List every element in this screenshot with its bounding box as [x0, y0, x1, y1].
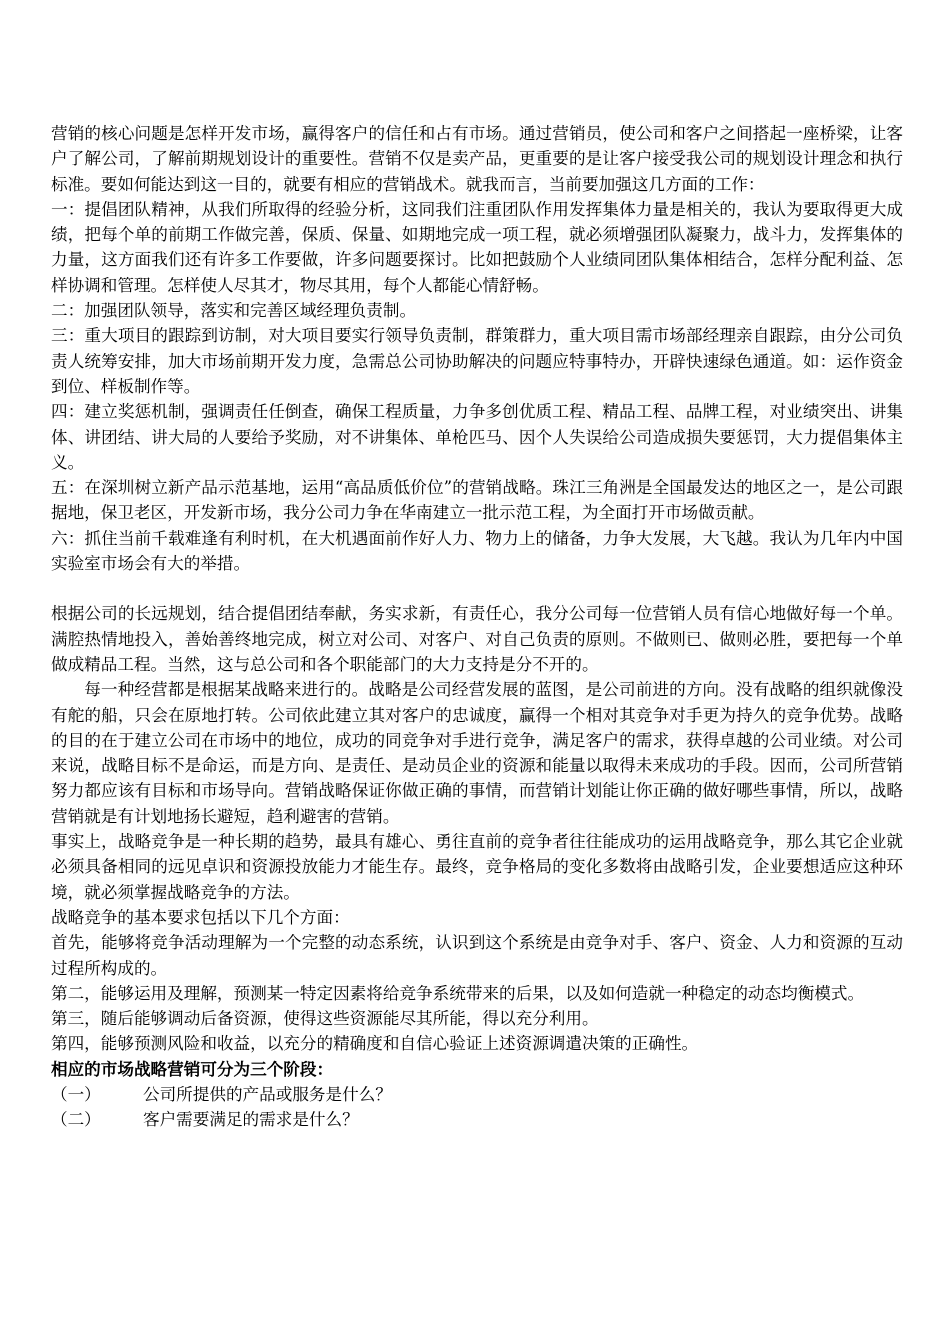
requirement-item: 第四，能够预测风险和收益，以充分的精确度和自信心验证上述资源调遣决策的正确性。: [51, 1034, 699, 1054]
point-two-paragraph: 二：加强团队领导，落实和完善区域经理负责制。: [51, 301, 417, 321]
strategy-paragraph: 每一种经营都是根据某战略来进行的。战略是公司经营发展的蓝图，是公司前进的方向。没有战略的组织就像没有舵的船，只会在原地打转。公司依此建立其对客户的忠诚度，赢得一个相对其竞争对手更为持久的竞争优势。战略的目的在于建立公司在市场中的地位，成功的同竞争对手进行竞争，满足客户的需求，获得卓越的公司业绩。对公司来说，战略目标不是命运，而是方向、是责任、是动员企业的资源和能量以取得未来成功的手段。因而，公司所营销努力都应该有目标和市场导向。营销战略保证你做正确的事情，而营销计划能让你正确的做好哪些事情，所以，战略营销就是有计划地扬长避短，趋利避害的营销。: [51, 680, 903, 826]
point-three-paragraph: 三：重大项目的跟踪到访制，对大项目要实行领导负责制，群策群力，重大项目需市场部经理亲自跟踪，由分公司负责人统筹安排，加大市场前期开发力度，急需总公司协助解决的问题应特事特办，开辟快速绿色通道。如：运作资金到位、样板制作等。: [51, 326, 903, 396]
stage-text: 客户需要满足的需求是什么？: [143, 1110, 359, 1130]
requirement-item: 第二，能够运用及理解，预测某一特定因素将给竞争系统带来的后果，以及如何造就一种稳定的动态均衡模式。: [51, 983, 865, 1003]
plan-paragraph: 根据公司的长远规划，结合提倡团结奉献，务实求新，有责任心，我分公司每一位营销人员有信心地做好每一个单。满腔热情地投入，善始善终地完成，树立对公司、对客户、对自己负责的原则。不做则已、做则必胜，要把每一个单做成精品工程。当然，这与总公司和各个职能部门的大力支持是分不开的。: [51, 604, 903, 674]
point-five-paragraph: 五：在深圳树立新产品示范基地，运用“高品质低价位”的营销战略。珠江三角洲是全国最发达的地区之一，是公司跟据地，保卫老区，开发新市场，我分公司力争在华南建立一批示范工程，为全面打开市场做贡献。: [51, 478, 903, 523]
requirement-item: 首先，能够将竞争活动理解为一个完整的动态系统，认识到这个系统是由竞争对手、客户、资金、人力和资源的互动过程所构成的。: [51, 933, 903, 978]
stage-item: [51, 1107, 903, 1132]
document-body: [51, 121, 903, 1133]
paragraph-gap: [51, 576, 903, 601]
competition-paragraph: 事实上，战略竞争是一种长期的趋势，最具有雄心、勇往直前的竞争者往往能成功的运用战略竞争，那么其它企业就必须具备相同的远见卓识和资源投放能力才能生存。最终，竞争格局的变化多数将由战略引发，企业要想适应这种环境，就必须掌握战略竞争的方法。: [51, 832, 903, 902]
point-one-paragraph: 一：提倡团队精神，从我们所取得的经验分析，这同我们注重团队作用发挥集体力量是相关的，我认为要取得更大成绩，把每个单的前期工作做完善，保质、保量、如期地完成一项工程，就必须增强团队凝聚力，战斗力，发挥集体的力量，这方面我们还有许多工作要做，许多问题要探讨。比如把鼓励个人业绩同团队集体相结合，怎样分配利益、怎样协调和管理。怎样使人尽其才，物尽其用，每个人都能心情舒畅。: [51, 199, 903, 295]
intro-paragraph: 营销的核心问题是怎样开发市场，赢得客户的信任和占有市场。通过营销员，使公司和客户之间搭起一座桥梁，让客户了解公司，了解前期规划设计的重要性。营销不仅是卖产品，更重要的是让客户接受我公司的规划设计理念和执行标准。要如何能达到这一目的，就要有相应的营销战术。就我而言，当前要加强这几方面的工作：: [51, 124, 903, 194]
stage-item: [51, 1082, 903, 1107]
stage-number: （二）: [51, 1110, 101, 1130]
point-six-paragraph: 六：抓住当前千载难逢有利时机，在大机遇面前作好人力、物力上的储备，力争大发展，大飞越。我认为几年内中国实验室市场会有大的举措。: [51, 528, 903, 574]
stages-heading: 相应的市场战略营销可分为三个阶段：: [51, 1058, 334, 1079]
point-four-paragraph: 四：建立奖惩机制，强调责任任倒查，确保工程质量，力争多创优质工程、精品工程、品牌工程，对业绩突出、讲集体、讲团结、讲大局的人要给予奖励，对不讲集体、单枪匹马、因个人失误给公司造成损失要惩罚，大力提倡集体主义。: [51, 402, 903, 472]
requirements-intro: 战略竞争的基本要求包括以下几个方面：: [51, 907, 350, 927]
stage-text: 公司所提供的产品或服务是什么？: [143, 1084, 392, 1104]
stage-number: （一）: [51, 1084, 101, 1104]
requirement-item: 第三，随后能够调动后备资源，使得这些资源能尽其所能，得以充分利用。: [51, 1009, 599, 1029]
